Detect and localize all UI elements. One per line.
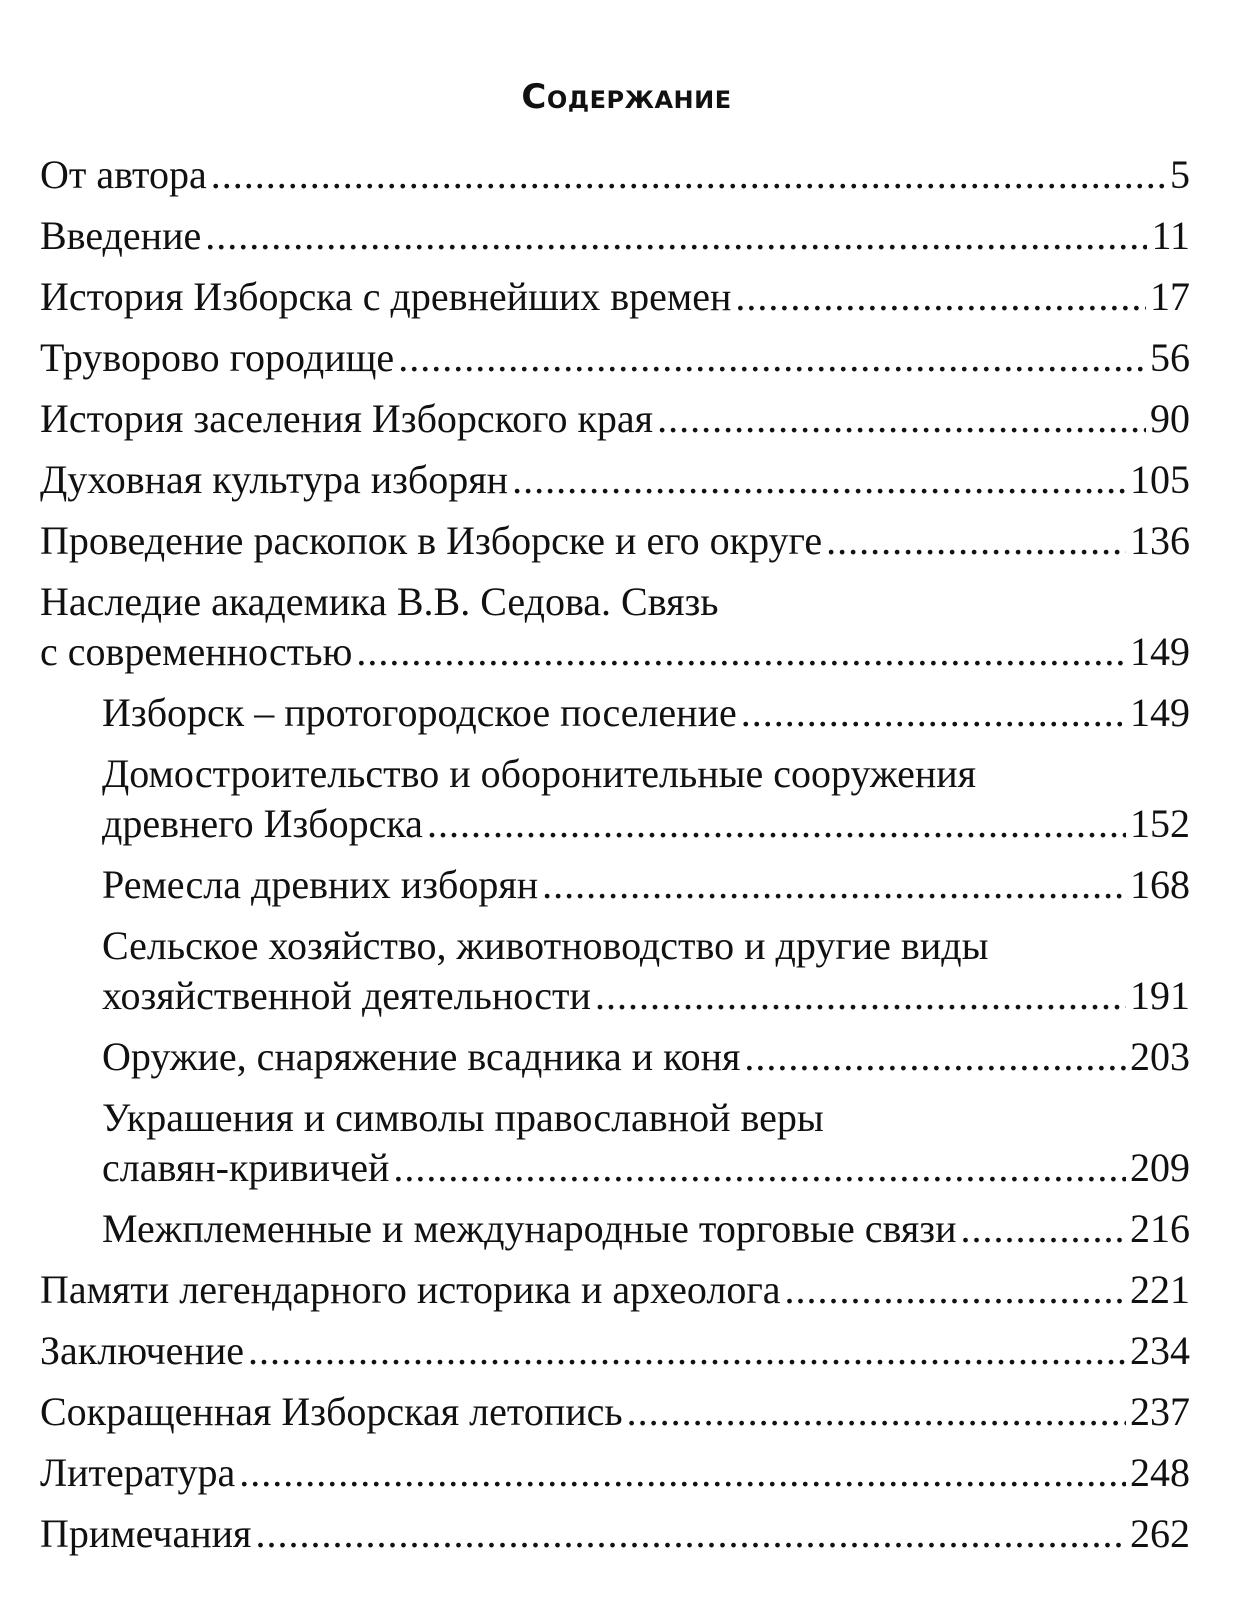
toc-entry-title: Оружие, снаряжение всадника и коня <box>102 1034 741 1079</box>
dot-leader <box>398 333 1146 383</box>
dot-leader <box>595 971 1126 1021</box>
toc-entry-title: Примечания <box>40 1511 252 1556</box>
dot-leader <box>255 1509 1126 1559</box>
toc-entry-title: Введение <box>40 213 202 258</box>
toc-page-number: 209 <box>1130 1145 1190 1190</box>
toc-page-number: 149 <box>1130 690 1190 735</box>
dot-leader <box>427 799 1126 849</box>
dot-leader <box>785 1265 1126 1315</box>
toc-entry-row <box>40 272 1190 322</box>
dot-leader <box>657 394 1146 444</box>
toc-subentry <box>40 688 1190 738</box>
toc-entry-row <box>40 1387 1190 1437</box>
toc-entry-row <box>102 860 1190 910</box>
toc-subentry <box>40 749 1190 849</box>
toc-page-number: 216 <box>1130 1206 1190 1251</box>
toc-page-number: 17 <box>1150 274 1190 319</box>
toc-subentry <box>40 921 1190 1021</box>
dot-leader <box>741 688 1126 738</box>
dot-leader <box>512 455 1126 505</box>
toc-entry-title: Духовная культура изборян <box>40 457 509 502</box>
toc-entry-row <box>102 799 1190 849</box>
toc-entry <box>40 455 1190 505</box>
dot-leader <box>627 1387 1126 1437</box>
toc-entry-title-line: Сельское хозяйство, животноводство и другие виды <box>102 923 989 968</box>
dot-leader <box>239 1448 1126 1498</box>
toc-page-number: 168 <box>1130 862 1190 907</box>
toc-subentry <box>40 1032 1190 1082</box>
toc-entry <box>40 1509 1190 1559</box>
toc-page-number: 56 <box>1150 335 1190 380</box>
toc-subentry <box>40 1093 1190 1193</box>
toc-page-number: 221 <box>1130 1267 1190 1312</box>
toc-page-number: 262 <box>1130 1511 1190 1556</box>
dot-leader <box>826 516 1126 566</box>
toc-entry <box>40 272 1190 322</box>
dot-leader <box>542 860 1126 910</box>
page-title: Содержание <box>521 77 732 117</box>
toc-entry-title: История Изборска с древнейших времен <box>40 274 732 319</box>
toc-entry-title-line: Домостроительство и оборонительные сооружения <box>102 751 977 796</box>
dot-leader <box>735 272 1146 322</box>
toc-entry <box>40 516 1190 566</box>
toc-page-number: 149 <box>1130 629 1190 674</box>
toc-entry-row <box>40 394 1190 444</box>
toc-entry <box>40 333 1190 383</box>
dot-leader <box>211 150 1166 200</box>
toc-entry-title: славян-кривичей <box>102 1145 390 1190</box>
toc-entry-title: Ремесла древних изборян <box>102 862 539 907</box>
dot-leader <box>248 1326 1126 1376</box>
toc-entry-title: древнего Изборска <box>102 801 423 846</box>
toc-entry <box>40 211 1190 261</box>
toc-entry-row <box>40 1448 1190 1498</box>
table-of-contents <box>40 150 1190 1570</box>
toc-entry-title: Труворово городище <box>40 335 395 380</box>
toc-entry-row <box>40 1265 1190 1315</box>
toc-entry-title: Памяти легендарного историка и археолога <box>40 1267 781 1312</box>
toc-page-number: 152 <box>1130 801 1190 846</box>
toc-entry-title: Заключение <box>40 1328 244 1373</box>
toc-page-number: 11 <box>1151 213 1190 258</box>
toc-entry-title-line: Наследие академика В.В. Седова. Связь <box>40 579 719 624</box>
toc-entry-row <box>40 455 1190 505</box>
toc-entry-row <box>102 1204 1190 1254</box>
toc-entry-title: Межплеменные и международные торговые связи <box>102 1206 957 1251</box>
toc-entry-title: хозяйственной деятельности <box>102 973 591 1018</box>
toc-entry-row <box>40 150 1190 200</box>
toc-entry-row <box>40 1326 1190 1376</box>
toc-entry-row <box>40 516 1190 566</box>
toc-entry-row <box>102 971 1190 1021</box>
toc-page-number: 203 <box>1130 1034 1190 1079</box>
toc-page-number: 237 <box>1130 1389 1190 1434</box>
toc-page-number: 234 <box>1130 1328 1190 1373</box>
toc-page-number: 90 <box>1150 396 1190 441</box>
toc-entry-row <box>40 333 1190 383</box>
dot-leader <box>393 1143 1126 1193</box>
toc-entry-row <box>102 688 1190 738</box>
toc-page-number: 136 <box>1130 518 1190 563</box>
toc-entry-row <box>102 1032 1190 1082</box>
toc-page-number: 5 <box>1170 152 1190 197</box>
dot-leader <box>961 1204 1126 1254</box>
toc-entry <box>40 1387 1190 1437</box>
toc-entry-row <box>40 1509 1190 1559</box>
toc-page-number: 105 <box>1130 457 1190 502</box>
toc-subentry <box>40 1204 1190 1254</box>
toc-subentry <box>40 860 1190 910</box>
dot-leader <box>205 211 1147 261</box>
toc-entry-title: Проведение раскопок в Изборске и его округе <box>40 518 823 563</box>
toc-entry-title: Сокращенная Изборская летопись <box>40 1389 623 1434</box>
toc-entry-row <box>40 627 1190 677</box>
toc-entry <box>40 394 1190 444</box>
toc-page-number: 248 <box>1130 1450 1190 1495</box>
toc-entry-row <box>102 1143 1190 1193</box>
toc-entry-row <box>40 211 1190 261</box>
dot-leader <box>744 1032 1126 1082</box>
toc-entry-title: Литература <box>40 1450 236 1495</box>
toc-entry-title: с современностью <box>40 629 353 674</box>
toc-entry <box>40 1326 1190 1376</box>
toc-entry <box>40 1265 1190 1315</box>
toc-entry-title: От автора <box>40 152 207 197</box>
dot-leader <box>356 627 1126 677</box>
toc-entry <box>40 577 1190 677</box>
toc-page-number: 191 <box>1130 973 1190 1018</box>
toc-entry-title: Изборск – протогородское поселение <box>102 690 737 735</box>
toc-entry <box>40 150 1190 200</box>
toc-entry <box>40 1448 1190 1498</box>
toc-entry-title-line: Украшения и символы православной веры <box>102 1095 824 1140</box>
toc-entry-title: История заселения Изборского края <box>40 396 654 441</box>
